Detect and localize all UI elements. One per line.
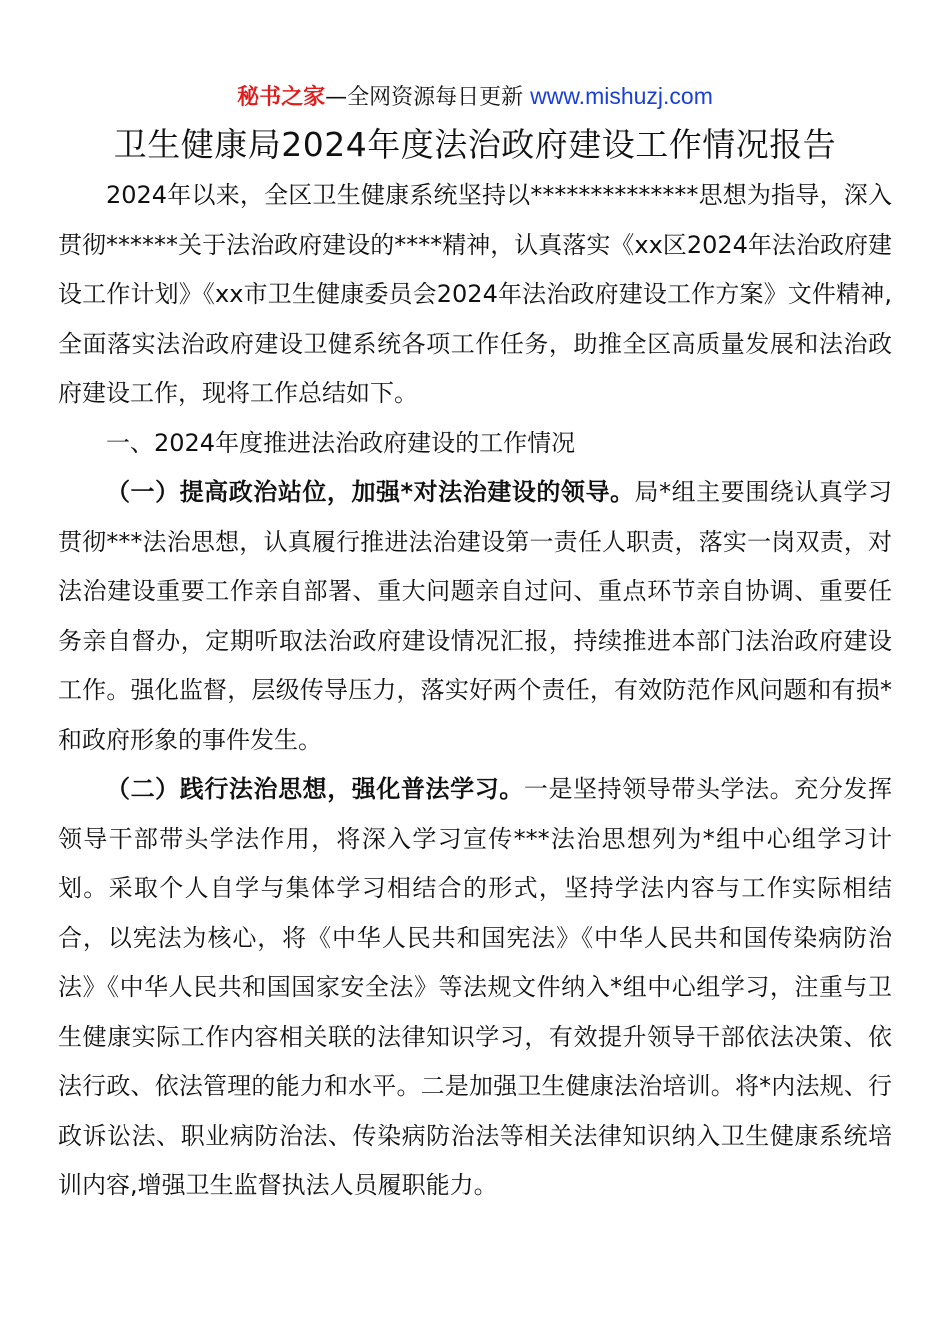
document-body: [58, 171, 892, 1211]
item-lead-1: （一）提高政治站位，加强*对法治建设的领导。: [106, 478, 635, 506]
item-paragraph-2: [58, 765, 892, 1211]
item-text-1: 局*组主要围绕认真学习贯彻***法治思想，认真履行推进法治建设第一责任人职责，落实一岗双责，对法治建设重要工作亲自部署、重大问题亲自过问、重点环节亲自协调、重要任务亲自督办，定期听取法治政府建设情况汇报，持续推进本部门法治政府建设工作。强化监督，层级传导压力，落实好两个责任，有效防范作风问题和有损*和政府形象的事件发生。: [58, 478, 892, 754]
item-paragraph-1: [58, 468, 892, 765]
section-heading-1: 一、2024年度推进法治政府建设的工作情况: [106, 428, 576, 457]
site-banner: [0, 80, 950, 114]
document-title: 卫生健康局2024年度法治政府建设工作情况报告: [113, 125, 837, 164]
intro-paragraph: 2024年以来，全区卫生健康系统坚持以**************思想为指导，深入贯彻******关于法治政府建设的****精神，认真落实《xx区2024年法治政府建设工作计划》《xx市卫生健康委员会2024年法治政府建设工作方案》文件精神,全面落实法治政府建设卫健系统各项工作任务，助推全区高质量发展和法治政府建设工作，现将工作总结如下。: [58, 181, 892, 407]
item-text-2: 一是坚持领导带头学法。充分发挥领导干部带头学法作用，将深入学习宣传***法治思想列为*组中心组学习计划。采取个人自学与集体学习相结合的形式，坚持学法内容与工作实际相结合，以宪法为核心，将《中华人民共和国宪法》《中华人民共和国传染病防治法》《中华人民共和国国家安全法》等法规文件纳入*组中心组学习，注重与卫生健康实际工作内容相关联的法律知识学习，有效提升领导干部依法决策、依法行政、依法管理的能力和水平。二是加强卫生健康法治培训。将*内法规、行政诉讼法、职业病防治法、传染病防治法等相关法律知识纳入卫生健康系统培训内容,增强卫生监督执法人员履职能力。: [58, 775, 893, 1199]
banner-tagline: —全网资源每日更新: [325, 85, 531, 110]
brand-name: 秘书之家: [237, 85, 326, 110]
item-lead-2: （二）践行法治思想，强化普法学习。: [106, 775, 524, 803]
site-url-link[interactable]: www.mishuzj.com: [530, 83, 713, 109]
